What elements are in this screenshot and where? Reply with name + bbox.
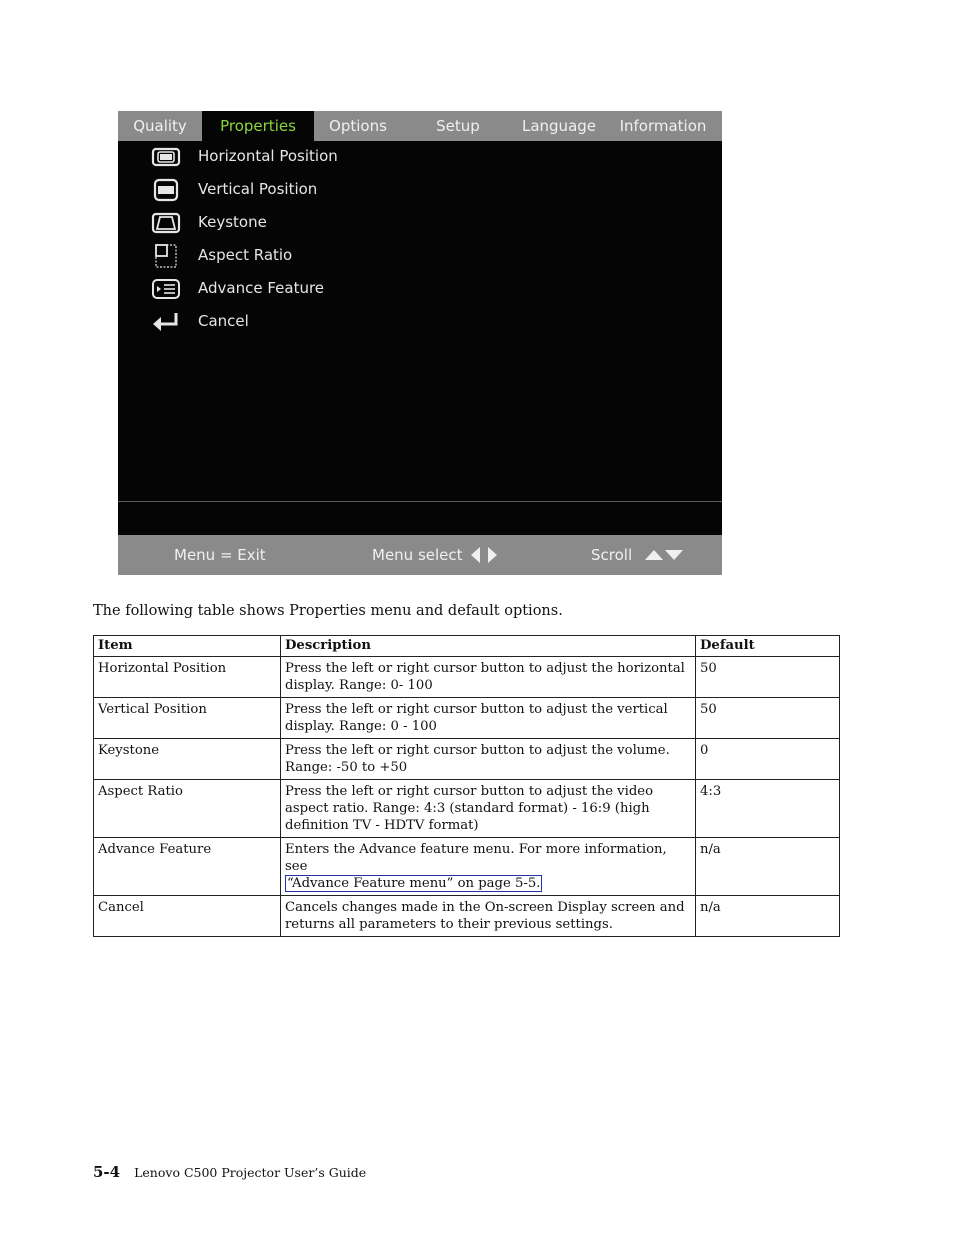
advance-feature-icon: [148, 277, 184, 301]
document-title: Lenovo C500 Projector User’s Guide: [134, 1165, 367, 1180]
table-row: [94, 657, 840, 698]
footer-select-hint: Menu select: [372, 546, 463, 564]
column-header-default: Default: [696, 636, 840, 657]
tab-properties[interactable]: Properties: [202, 111, 314, 141]
cell-description: Press the left or right cursor button to adjust the video aspect ratio. Range: 4:3 (standard format) - 16:9 (high definition TV - HDTV format): [281, 780, 696, 838]
return-arrow-icon: [148, 310, 184, 334]
cell-default: 50: [696, 698, 840, 739]
cell-default: 4:3: [696, 780, 840, 838]
page-number: 5-4: [93, 1163, 121, 1181]
menu-item-keystone[interactable]: [148, 209, 448, 239]
properties-table: [93, 635, 840, 937]
cell-description: Press the left or right cursor button to adjust the horizontal display. Range: 0- 100: [281, 657, 696, 698]
cell-item: Advance Feature: [94, 838, 281, 896]
cell-default: 0: [696, 739, 840, 780]
cell-default: 50: [696, 657, 840, 698]
column-header-description: Description: [281, 636, 696, 657]
cell-item: Aspect Ratio: [94, 780, 281, 838]
cell-item: Vertical Position: [94, 698, 281, 739]
cell-item: Keystone: [94, 739, 281, 780]
up-down-arrows-icon: [644, 548, 684, 562]
table-header-row: [94, 636, 840, 657]
cell-description: Press the left or right cursor button to adjust the vertical display. Range: 0 - 100: [281, 698, 696, 739]
cell-description: Cancels changes made in the On-screen Display screen and returns all parameters to their previous settings.: [281, 896, 696, 937]
menu-item-horizontal-position[interactable]: [148, 143, 448, 173]
cell-description: Press the left or right cursor button to adjust the volume. Range: -50 to +50: [281, 739, 696, 780]
menu-item-label: Vertical Position: [198, 180, 318, 198]
vertical-position-icon: [148, 178, 184, 202]
table-row: [94, 896, 840, 937]
tab-quality[interactable]: Quality: [133, 117, 187, 135]
menu-item-label: Advance Feature: [198, 279, 325, 297]
aspect-ratio-icon: [148, 244, 184, 268]
menu-item-advance-feature[interactable]: [148, 275, 448, 305]
menu-item-label: Aspect Ratio: [198, 246, 293, 264]
cell-description-text: Enters the Advance feature menu. For more information, see: [285, 842, 667, 874]
menu-item-aspect-ratio[interactable]: [148, 242, 448, 272]
cell-default: n/a: [696, 838, 840, 896]
table-row: [94, 698, 840, 739]
intro-paragraph: The following table shows Properties menu and default options.: [93, 603, 563, 619]
osd-divider: [118, 501, 722, 502]
table-row: [94, 780, 840, 838]
osd-footer-bar: [118, 535, 722, 575]
osd-tab-bar: [118, 111, 722, 141]
tab-setup[interactable]: Setup: [436, 117, 480, 135]
horizontal-position-icon: [148, 145, 184, 169]
tab-information[interactable]: Information: [619, 117, 707, 135]
cell-description: [281, 838, 696, 896]
table-row: [94, 739, 840, 780]
cell-item: Horizontal Position: [94, 657, 281, 698]
menu-item-label: Horizontal Position: [198, 147, 338, 165]
footer-exit-hint: Menu = Exit: [174, 546, 266, 564]
cell-default: n/a: [696, 896, 840, 937]
footer-scroll-hint: Scroll: [591, 546, 633, 564]
advance-feature-menu-link[interactable]: “Advance Feature menu” on page 5-5.: [287, 876, 541, 891]
menu-item-label: Keystone: [198, 213, 267, 231]
menu-item-label: Cancel: [198, 312, 249, 330]
osd-menu-screenshot: [118, 111, 722, 575]
tab-options[interactable]: Options: [329, 117, 387, 135]
keystone-icon: [148, 211, 184, 235]
cell-item: Cancel: [94, 896, 281, 937]
menu-item-cancel[interactable]: [148, 308, 448, 338]
menu-item-vertical-position[interactable]: [148, 176, 448, 206]
tab-language[interactable]: Language: [521, 117, 597, 135]
column-header-item: Item: [94, 636, 281, 657]
page-footer: [93, 1162, 366, 1181]
table-row: [94, 838, 840, 896]
left-right-arrows-icon: [470, 546, 498, 564]
